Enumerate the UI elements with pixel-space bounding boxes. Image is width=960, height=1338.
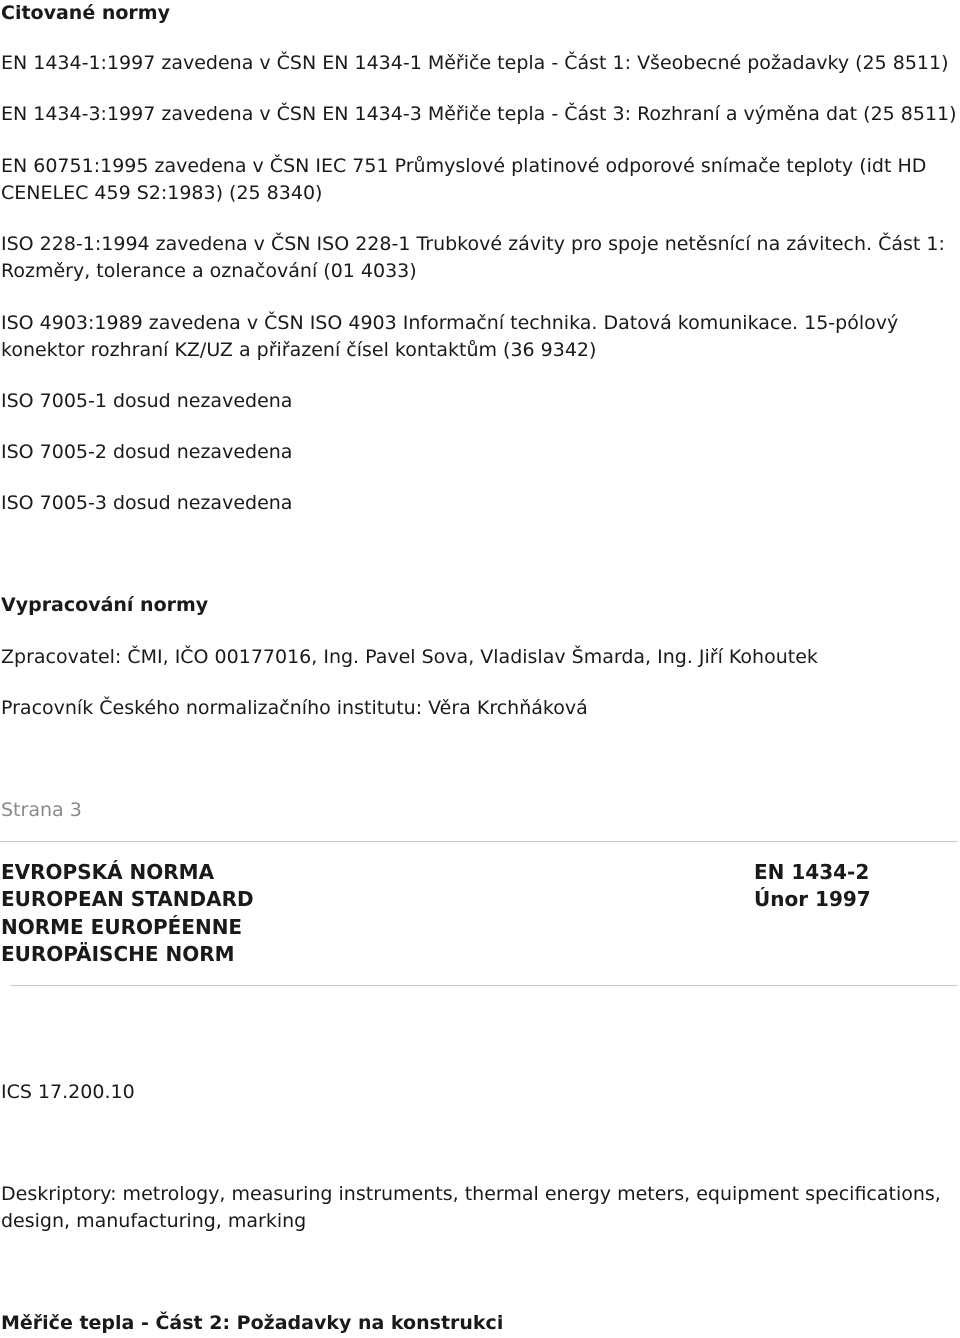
cited-standard-item: EN 1434-3:1997 zavedena v ČSN EN 1434-3 Měřiče tepla - Část 3: Rozhraní a výměna dat (25 8511) <box>1 103 957 125</box>
standard-name-en: EUROPEAN STANDARD <box>1 887 254 911</box>
cited-standard-item: ISO 4903:1989 zavedena v ČSN ISO 4903 Informační technika. Datová komunikace. 15-pólový <box>1 312 899 334</box>
preparer-text: Zpracovatel: ČMI, IČO 00177016, Ing. Pavel Sova, Vladislav Šmarda, Ing. Jiří Kohoutek <box>1 646 818 668</box>
cited-standard-item: EN 1434-1:1997 zavedena v ČSN EN 1434-1 Měřiče tepla - Část 1: Všeobecné požadavky (25 8511) <box>1 52 949 74</box>
document-title: Měřiče tepla - Část 2: Požadavky na konstrukci <box>1 1312 504 1334</box>
cited-standard-item-continuation: CENELEC 459 S2:1983) (25 8340) <box>1 182 323 204</box>
section-heading-preparation: Vypracování normy <box>1 594 209 616</box>
standard-name-cs: EVROPSKÁ NORMA <box>1 860 215 884</box>
standard-date: Únor 1997 <box>754 887 871 911</box>
divider-bottom <box>10 985 958 986</box>
standard-name-de: EUROPÄISCHE NORM <box>1 942 235 966</box>
cited-standard-item: ISO 228-1:1994 zavedena v ČSN ISO 228-1 Trubkové závity pro spoje netěsnící na závitech. Část 1: <box>1 233 945 255</box>
divider-top <box>0 841 958 842</box>
descriptors-line-continuation: design, manufacturing, marking <box>1 1210 307 1232</box>
descriptors-line: Deskriptory: metrology, measuring instruments, thermal energy meters, equipment specifications, <box>1 1183 941 1205</box>
page-label: Strana 3 <box>1 799 82 821</box>
institute-officer-text: Pracovník Českého normalizačního institutu: Věra Krchňáková <box>1 697 588 719</box>
section-heading-cited-standards: Citované normy <box>1 2 170 24</box>
cited-standard-item: ISO 7005-2 dosud nezavedena <box>1 441 293 463</box>
standard-name-fr: NORME EUROPÉENNE <box>1 915 243 939</box>
cited-standard-item: EN 60751:1995 zavedena v ČSN IEC 751 Průmyslové platinové odporové snímače teploty (idt HD <box>1 155 927 177</box>
cited-standard-item-continuation: konektor rozhraní KZ/UZ a přiřazení čísel kontaktům (36 9342) <box>1 339 597 361</box>
cited-standard-item: ISO 7005-3 dosud nezavedena <box>1 492 293 514</box>
cited-standard-item-continuation: Rozměry, tolerance a označování (01 4033) <box>1 260 417 282</box>
standard-code: EN 1434-2 <box>754 860 870 884</box>
ics-code: ICS 17.200.10 <box>1 1081 135 1103</box>
cited-standard-item: ISO 7005-1 dosud nezavedena <box>1 390 293 412</box>
